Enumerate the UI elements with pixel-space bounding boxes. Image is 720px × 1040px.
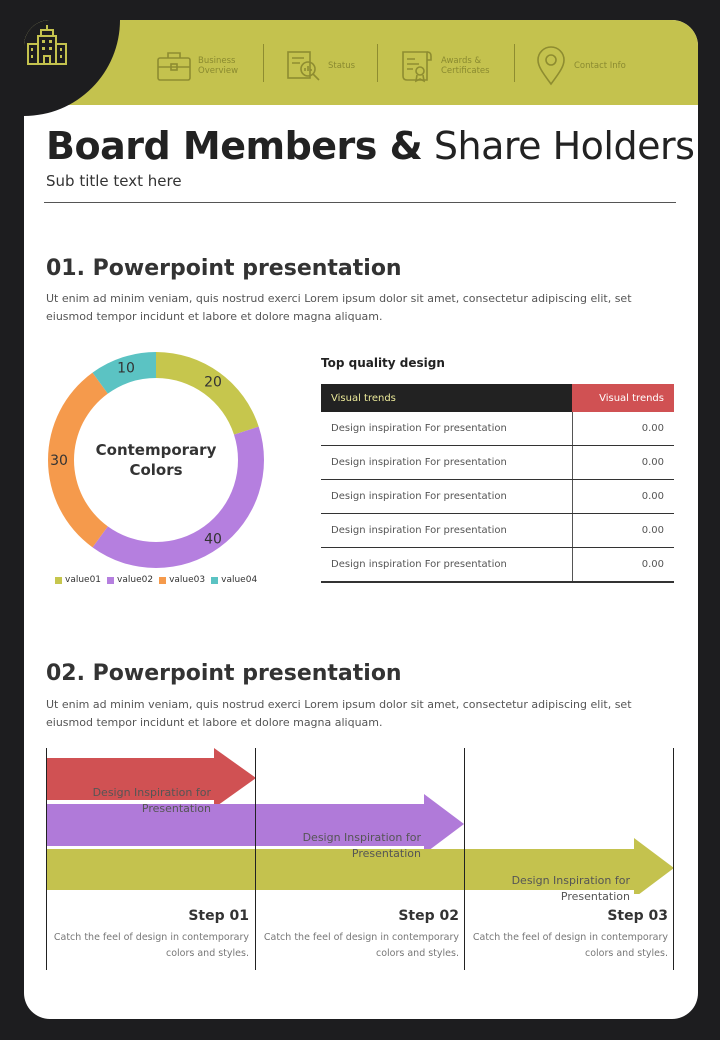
legend-label: value03 bbox=[169, 575, 206, 585]
table-cell: Design inspiration For presentation bbox=[321, 412, 572, 446]
donut-chart bbox=[44, 348, 268, 572]
title-divider bbox=[44, 202, 676, 203]
table-header-row bbox=[321, 384, 674, 412]
nav-divider bbox=[377, 44, 378, 82]
legend-swatch bbox=[159, 577, 166, 584]
location-pin-icon bbox=[534, 46, 568, 86]
table-cell: 0.00 bbox=[572, 412, 674, 446]
section1-heading: 01. Powerpoint presentation bbox=[46, 256, 402, 281]
section2-heading: 02. Powerpoint presentation bbox=[46, 661, 402, 686]
donut-data-label: 10 bbox=[117, 360, 135, 377]
table-cell: Design inspiration For presentation bbox=[321, 480, 572, 514]
legend-item bbox=[159, 575, 205, 585]
table-row bbox=[321, 514, 674, 548]
table-cell: 0.00 bbox=[572, 514, 674, 548]
legend-label: value02 bbox=[117, 575, 154, 585]
band-text: Design Inspiration for Presentation bbox=[302, 831, 421, 860]
step-3-desc: Catch the feel of design in contemporary colors and styles. bbox=[472, 932, 668, 959]
building-icon bbox=[24, 24, 74, 68]
nav-status[interactable] bbox=[286, 46, 355, 86]
legend-item bbox=[55, 575, 101, 585]
step-divider bbox=[255, 748, 256, 970]
title-light: Share Holders bbox=[433, 124, 695, 168]
magnifier-chart-icon bbox=[286, 49, 322, 83]
step-2-title: Step 02 bbox=[398, 908, 459, 924]
data-table bbox=[321, 384, 674, 583]
table-cell: 0.00 bbox=[572, 446, 674, 480]
table-row bbox=[321, 446, 674, 480]
donut-data-label: 30 bbox=[50, 453, 68, 469]
page-subtitle: Sub title text here bbox=[46, 172, 182, 190]
table-header-cell: Visual trends bbox=[321, 384, 572, 412]
table-row bbox=[321, 412, 674, 446]
step-1-title: Step 01 bbox=[188, 908, 249, 924]
page-card bbox=[24, 20, 698, 1019]
certificate-icon bbox=[399, 48, 435, 84]
section1-body: Ut enim ad minim veniam, quis nostrud exerci Lorem ipsum dolor sit amet, consectetur adipiscing elit, set eiusmod tempor incidunt et labore et dolore magna aliquam. bbox=[46, 292, 632, 323]
step-divider bbox=[673, 748, 674, 970]
chart-legend bbox=[55, 575, 263, 585]
step-2-desc: Catch the feel of design in contemporary colors and styles. bbox=[263, 932, 459, 959]
chart-title-line2: Colors bbox=[129, 461, 183, 479]
table-cell: Design inspiration For presentation bbox=[321, 548, 572, 583]
donut-slice-value01 bbox=[156, 352, 259, 435]
legend-swatch bbox=[107, 577, 114, 584]
legend-swatch bbox=[211, 577, 218, 584]
title-bold: Board Members & bbox=[46, 124, 423, 168]
step-divider bbox=[46, 748, 47, 970]
nav-business-overview[interactable] bbox=[156, 46, 238, 86]
nav-label: Contact Info bbox=[574, 61, 626, 71]
table-row bbox=[321, 480, 674, 514]
nav-divider bbox=[514, 44, 515, 82]
nav-label: Awards & Certificates bbox=[441, 56, 490, 76]
legend-label: value01 bbox=[65, 575, 102, 585]
table-cell: Design inspiration For presentation bbox=[321, 446, 572, 480]
table-cell: 0.00 bbox=[572, 548, 674, 583]
arrow-band-1-text bbox=[93, 785, 211, 817]
arrow-band-2-text bbox=[303, 830, 421, 862]
nav-awards-certificates[interactable] bbox=[399, 46, 490, 86]
step-divider bbox=[464, 748, 465, 970]
briefcase-icon bbox=[156, 49, 192, 83]
nav-label: Business Overview bbox=[198, 56, 239, 76]
band-text: Design Inspiration for Presentation bbox=[92, 786, 211, 815]
table-cell: Design inspiration For presentation bbox=[321, 514, 572, 548]
arrow-band-3-text bbox=[512, 873, 630, 905]
legend-item bbox=[211, 575, 257, 585]
legend-swatch bbox=[55, 577, 62, 584]
steps-timeline bbox=[46, 748, 674, 970]
table-row bbox=[321, 548, 674, 583]
nav-contact-info[interactable] bbox=[534, 46, 626, 86]
page-title bbox=[46, 124, 694, 168]
band-text: Design Inspiration for Presentation bbox=[511, 874, 630, 903]
table-title: Top quality design bbox=[321, 356, 445, 370]
donut-data-label: 20 bbox=[204, 374, 222, 391]
section2-body: Ut enim ad minim veniam, quis nostrud exerci Lorem ipsum dolor sit amet, consectetur adipiscing elit, set eiusmod tempor incidunt et labore et dolore magna aliquam. bbox=[46, 698, 632, 729]
legend-label: value04 bbox=[221, 575, 258, 585]
legend-item bbox=[107, 575, 153, 585]
step-3-title: Step 03 bbox=[607, 908, 668, 924]
donut-data-label: 40 bbox=[204, 531, 222, 548]
step-1-desc: Catch the feel of design in contemporary colors and styles. bbox=[53, 932, 249, 959]
table-cell: 0.00 bbox=[572, 480, 674, 514]
table-header-cell: Visual trends bbox=[572, 384, 674, 412]
nav-label: Status bbox=[328, 61, 356, 71]
chart-title-line1: Contemporary bbox=[95, 441, 217, 459]
nav-divider bbox=[263, 44, 264, 82]
